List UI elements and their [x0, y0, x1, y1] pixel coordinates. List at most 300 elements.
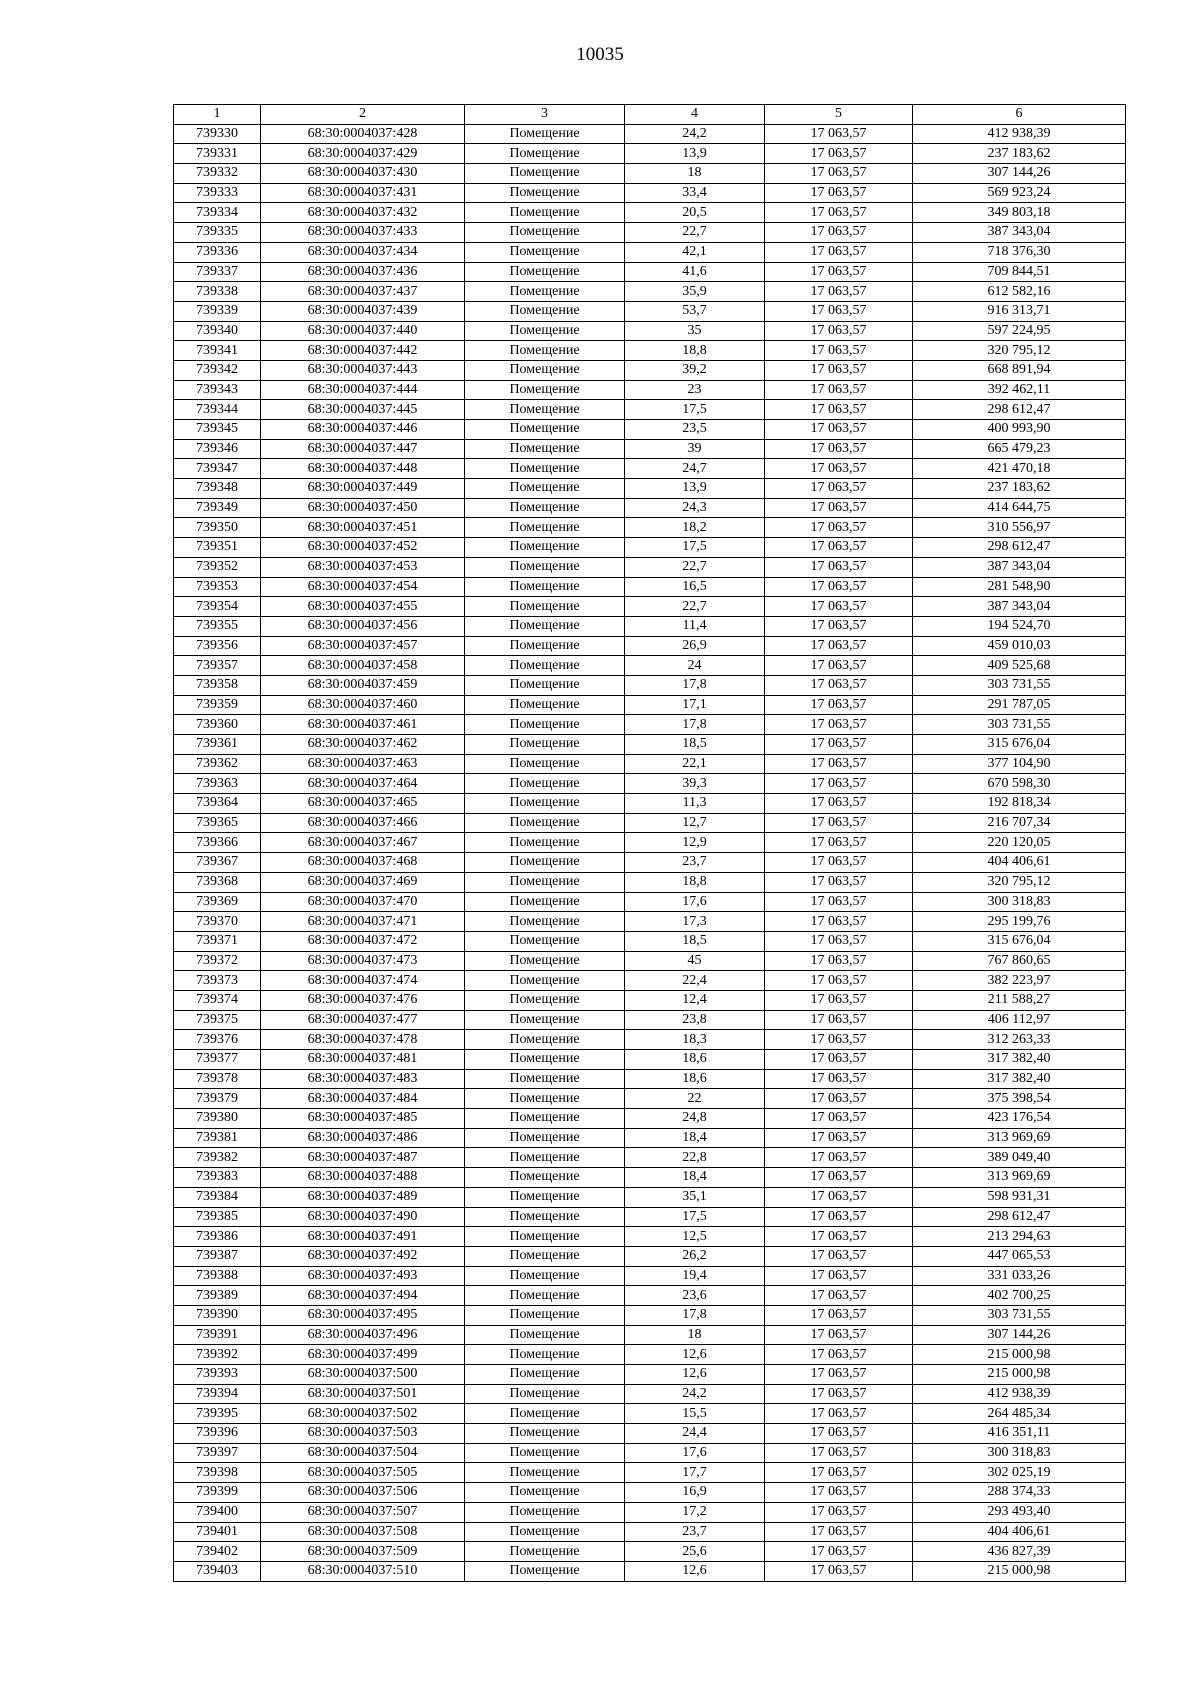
specific-value-cell: 17 063,57	[765, 321, 913, 341]
object-type-cell: Помещение	[465, 931, 625, 951]
specific-value-cell: 17 063,57	[765, 1128, 913, 1148]
row-number-cell: 739334	[174, 203, 261, 223]
area-cell: 15,5	[625, 1404, 765, 1424]
table-row	[174, 1246, 1126, 1266]
table-row	[174, 813, 1126, 833]
object-type-cell: Помещение	[465, 1109, 625, 1129]
cadastral-value-cell: 421 470,18	[913, 459, 1126, 479]
cadastral-value-cell: 392 462,11	[913, 380, 1126, 400]
area-cell: 17,7	[625, 1463, 765, 1483]
cadastral-value-cell: 315 676,04	[913, 735, 1126, 755]
specific-value-cell: 17 063,57	[765, 1069, 913, 1089]
cadastral-number-cell: 68:30:0004037:452	[261, 538, 465, 558]
table-row	[174, 597, 1126, 617]
object-type-cell: Помещение	[465, 164, 625, 184]
row-number-cell: 739349	[174, 498, 261, 518]
object-type-cell: Помещение	[465, 853, 625, 873]
cadastral-number-cell: 68:30:0004037:464	[261, 774, 465, 794]
table-row	[174, 695, 1126, 715]
object-type-cell: Помещение	[465, 124, 625, 144]
row-number-cell: 739392	[174, 1345, 261, 1365]
cadastral-value-cell: 447 065,53	[913, 1246, 1126, 1266]
table-row	[174, 1542, 1126, 1562]
row-number-cell: 739380	[174, 1109, 261, 1129]
specific-value-cell: 17 063,57	[765, 1227, 913, 1247]
specific-value-cell: 17 063,57	[765, 1443, 913, 1463]
row-number-cell: 739344	[174, 400, 261, 420]
specific-value-cell: 17 063,57	[765, 912, 913, 932]
table-row	[174, 282, 1126, 302]
object-type-cell: Помещение	[465, 1030, 625, 1050]
row-number-cell: 739362	[174, 754, 261, 774]
row-number-cell: 739345	[174, 420, 261, 440]
table-row	[174, 735, 1126, 755]
cadastral-value-cell: 303 731,55	[913, 1305, 1126, 1325]
cadastral-value-cell: 302 025,19	[913, 1463, 1126, 1483]
cadastral-value-cell: 400 993,90	[913, 420, 1126, 440]
row-number-cell: 739379	[174, 1089, 261, 1109]
specific-value-cell: 17 063,57	[765, 735, 913, 755]
cadastral-value-cell: 315 676,04	[913, 931, 1126, 951]
specific-value-cell: 17 063,57	[765, 1207, 913, 1227]
row-number-cell: 739341	[174, 341, 261, 361]
cadastral-number-cell: 68:30:0004037:493	[261, 1266, 465, 1286]
cadastral-number-cell: 68:30:0004037:472	[261, 931, 465, 951]
cadastral-value-cell: 303 731,55	[913, 675, 1126, 695]
specific-value-cell: 17 063,57	[765, 203, 913, 223]
specific-value-cell: 17 063,57	[765, 1502, 913, 1522]
cadastral-number-cell: 68:30:0004037:496	[261, 1325, 465, 1345]
table-row	[174, 833, 1126, 853]
cadastral-value-cell: 402 700,25	[913, 1286, 1126, 1306]
specific-value-cell: 17 063,57	[765, 1463, 913, 1483]
table-row	[174, 124, 1126, 144]
row-number-cell: 739398	[174, 1463, 261, 1483]
row-number-cell: 739347	[174, 459, 261, 479]
object-type-cell: Помещение	[465, 577, 625, 597]
specific-value-cell: 17 063,57	[765, 459, 913, 479]
specific-value-cell: 17 063,57	[765, 282, 913, 302]
table-row	[174, 1443, 1126, 1463]
specific-value-cell: 17 063,57	[765, 1345, 913, 1365]
row-number-cell: 739337	[174, 262, 261, 282]
specific-value-cell: 17 063,57	[765, 164, 913, 184]
specific-value-cell: 17 063,57	[765, 577, 913, 597]
cadastral-number-cell: 68:30:0004037:428	[261, 124, 465, 144]
area-cell: 18,5	[625, 931, 765, 951]
table-row	[174, 754, 1126, 774]
specific-value-cell: 17 063,57	[765, 774, 913, 794]
table-row	[174, 715, 1126, 735]
table-row	[174, 301, 1126, 321]
cadastral-value-cell: 598 931,31	[913, 1187, 1126, 1207]
table-row	[174, 203, 1126, 223]
row-number-cell: 739394	[174, 1384, 261, 1404]
object-type-cell: Помещение	[465, 459, 625, 479]
table-row	[174, 1286, 1126, 1306]
area-cell: 17,8	[625, 1305, 765, 1325]
object-type-cell: Помещение	[465, 675, 625, 695]
cadastral-number-cell: 68:30:0004037:500	[261, 1365, 465, 1385]
specific-value-cell: 17 063,57	[765, 675, 913, 695]
cadastral-value-cell: 220 120,05	[913, 833, 1126, 853]
area-cell: 11,4	[625, 616, 765, 636]
area-cell: 17,5	[625, 1207, 765, 1227]
object-type-cell: Помещение	[465, 360, 625, 380]
area-cell: 24,3	[625, 498, 765, 518]
row-number-cell: 739397	[174, 1443, 261, 1463]
table-row	[174, 1404, 1126, 1424]
cadastral-number-cell: 68:30:0004037:477	[261, 1010, 465, 1030]
row-number-cell: 739384	[174, 1187, 261, 1207]
specific-value-cell: 17 063,57	[765, 223, 913, 243]
object-type-cell: Помещение	[465, 498, 625, 518]
area-cell: 22,8	[625, 1148, 765, 1168]
cadastral-number-cell: 68:30:0004037:474	[261, 971, 465, 991]
area-cell: 18,8	[625, 872, 765, 892]
cadastral-number-cell: 68:30:0004037:437	[261, 282, 465, 302]
cadastral-number-cell: 68:30:0004037:450	[261, 498, 465, 518]
table-row	[174, 1424, 1126, 1444]
area-cell: 53,7	[625, 301, 765, 321]
table-body	[174, 124, 1126, 1581]
cadastral-number-cell: 68:30:0004037:484	[261, 1089, 465, 1109]
specific-value-cell: 17 063,57	[765, 1522, 913, 1542]
specific-value-cell: 17 063,57	[765, 616, 913, 636]
object-type-cell: Помещение	[465, 479, 625, 499]
area-cell: 35,9	[625, 282, 765, 302]
area-cell: 17,3	[625, 912, 765, 932]
cadastral-value-cell: 307 144,26	[913, 1325, 1126, 1345]
object-type-cell: Помещение	[465, 616, 625, 636]
object-type-cell: Помещение	[465, 597, 625, 617]
cadastral-number-cell: 68:30:0004037:510	[261, 1561, 465, 1581]
area-cell: 18	[625, 164, 765, 184]
cadastral-value-cell: 612 582,16	[913, 282, 1126, 302]
table-row	[174, 1109, 1126, 1129]
table-row	[174, 1148, 1126, 1168]
object-type-cell: Помещение	[465, 1187, 625, 1207]
cadastral-value-cell: 264 485,34	[913, 1404, 1126, 1424]
row-number-cell: 739360	[174, 715, 261, 735]
row-number-cell: 739389	[174, 1286, 261, 1306]
specific-value-cell: 17 063,57	[765, 754, 913, 774]
cadastral-number-cell: 68:30:0004037:466	[261, 813, 465, 833]
object-type-cell: Помещение	[465, 301, 625, 321]
cadastral-number-cell: 68:30:0004037:461	[261, 715, 465, 735]
row-number-cell: 739391	[174, 1325, 261, 1345]
table-row	[174, 636, 1126, 656]
table-row	[174, 1069, 1126, 1089]
table-row	[174, 1128, 1126, 1148]
row-number-cell: 739363	[174, 774, 261, 794]
cadastral-number-cell: 68:30:0004037:457	[261, 636, 465, 656]
table-row	[174, 223, 1126, 243]
cadastral-value-cell: 313 969,69	[913, 1128, 1126, 1148]
table-row	[174, 479, 1126, 499]
column-header-6: 6	[913, 105, 1126, 125]
table-row	[174, 1089, 1126, 1109]
cadastral-number-cell: 68:30:0004037:443	[261, 360, 465, 380]
specific-value-cell: 17 063,57	[765, 1542, 913, 1562]
object-type-cell: Помещение	[465, 656, 625, 676]
object-type-cell: Помещение	[465, 538, 625, 558]
table-row	[174, 1561, 1126, 1581]
cadastral-number-cell: 68:30:0004037:445	[261, 400, 465, 420]
object-type-cell: Помещение	[465, 1050, 625, 1070]
object-type-cell: Помещение	[465, 872, 625, 892]
row-number-cell: 739359	[174, 695, 261, 715]
cadastral-number-cell: 68:30:0004037:462	[261, 735, 465, 755]
cadastral-number-cell: 68:30:0004037:507	[261, 1502, 465, 1522]
row-number-cell: 739364	[174, 794, 261, 814]
row-number-cell: 739385	[174, 1207, 261, 1227]
area-cell: 12,6	[625, 1561, 765, 1581]
cadastral-value-cell: 668 891,94	[913, 360, 1126, 380]
specific-value-cell: 17 063,57	[765, 1286, 913, 1306]
object-type-cell: Помещение	[465, 833, 625, 853]
row-number-cell: 739339	[174, 301, 261, 321]
area-cell: 39	[625, 439, 765, 459]
area-cell: 22,4	[625, 971, 765, 991]
specific-value-cell: 17 063,57	[765, 1187, 913, 1207]
object-type-cell: Помещение	[465, 380, 625, 400]
cadastral-number-cell: 68:30:0004037:491	[261, 1227, 465, 1247]
cadastral-number-cell: 68:30:0004037:463	[261, 754, 465, 774]
cadastral-number-cell: 68:30:0004037:469	[261, 872, 465, 892]
cadastral-number-cell: 68:30:0004037:460	[261, 695, 465, 715]
cadastral-value-cell: 597 224,95	[913, 321, 1126, 341]
specific-value-cell: 17 063,57	[765, 420, 913, 440]
table-row	[174, 1207, 1126, 1227]
area-cell: 22,7	[625, 557, 765, 577]
cadastral-value-cell: 211 588,27	[913, 990, 1126, 1010]
cadastral-value-cell: 310 556,97	[913, 518, 1126, 538]
area-cell: 45	[625, 951, 765, 971]
row-number-cell: 739381	[174, 1128, 261, 1148]
object-type-cell: Помещение	[465, 518, 625, 538]
specific-value-cell: 17 063,57	[765, 1424, 913, 1444]
cadastral-value-cell: 331 033,26	[913, 1266, 1126, 1286]
specific-value-cell: 17 063,57	[765, 479, 913, 499]
table-row	[174, 1502, 1126, 1522]
area-cell: 17,8	[625, 715, 765, 735]
area-cell: 22,1	[625, 754, 765, 774]
cadastral-value-cell: 194 524,70	[913, 616, 1126, 636]
specific-value-cell: 17 063,57	[765, 695, 913, 715]
area-cell: 22	[625, 1089, 765, 1109]
cadastral-value-cell: 213 294,63	[913, 1227, 1126, 1247]
row-number-cell: 739348	[174, 479, 261, 499]
table-row	[174, 400, 1126, 420]
cadastral-number-cell: 68:30:0004037:447	[261, 439, 465, 459]
area-cell: 16,9	[625, 1483, 765, 1503]
cadastral-number-cell: 68:30:0004037:476	[261, 990, 465, 1010]
cadastral-value-cell: 192 818,34	[913, 794, 1126, 814]
cadastral-number-cell: 68:30:0004037:446	[261, 420, 465, 440]
cadastral-number-cell: 68:30:0004037:454	[261, 577, 465, 597]
cadastral-value-cell: 317 382,40	[913, 1069, 1126, 1089]
object-type-cell: Помещение	[465, 715, 625, 735]
area-cell: 41,6	[625, 262, 765, 282]
area-cell: 33,4	[625, 183, 765, 203]
cadastral-number-cell: 68:30:0004037:502	[261, 1404, 465, 1424]
object-type-cell: Помещение	[465, 1207, 625, 1227]
row-number-cell: 739403	[174, 1561, 261, 1581]
area-cell: 24,8	[625, 1109, 765, 1129]
cadastral-value-cell: 423 176,54	[913, 1109, 1126, 1129]
header-row	[174, 105, 1126, 125]
cadastral-value-cell: 312 263,33	[913, 1030, 1126, 1050]
table-row	[174, 1325, 1126, 1345]
specific-value-cell: 17 063,57	[765, 242, 913, 262]
row-number-cell: 739338	[174, 282, 261, 302]
cadastral-number-cell: 68:30:0004037:434	[261, 242, 465, 262]
cadastral-value-cell: 237 183,62	[913, 144, 1126, 164]
specific-value-cell: 17 063,57	[765, 794, 913, 814]
row-number-cell: 739368	[174, 872, 261, 892]
row-number-cell: 739395	[174, 1404, 261, 1424]
row-number-cell: 739365	[174, 813, 261, 833]
area-cell: 23,7	[625, 1522, 765, 1542]
column-header-4: 4	[625, 105, 765, 125]
cadastral-value-cell: 569 923,24	[913, 183, 1126, 203]
row-number-cell: 739343	[174, 380, 261, 400]
area-cell: 39,2	[625, 360, 765, 380]
row-number-cell: 739370	[174, 912, 261, 932]
area-cell: 19,4	[625, 1266, 765, 1286]
object-type-cell: Помещение	[465, 735, 625, 755]
table-row	[174, 518, 1126, 538]
object-type-cell: Помещение	[465, 1089, 625, 1109]
area-cell: 16,5	[625, 577, 765, 597]
object-type-cell: Помещение	[465, 1365, 625, 1385]
row-number-cell: 739401	[174, 1522, 261, 1542]
cadastral-number-cell: 68:30:0004037:440	[261, 321, 465, 341]
row-number-cell: 739387	[174, 1246, 261, 1266]
table-row	[174, 183, 1126, 203]
column-header-5: 5	[765, 105, 913, 125]
cadastral-number-cell: 68:30:0004037:451	[261, 518, 465, 538]
cadastral-value-cell: 320 795,12	[913, 872, 1126, 892]
cadastral-value-cell: 300 318,83	[913, 1443, 1126, 1463]
cadastral-value-cell: 349 803,18	[913, 203, 1126, 223]
table-row	[174, 577, 1126, 597]
cadastral-number-cell: 68:30:0004037:503	[261, 1424, 465, 1444]
cadastral-value-cell: 281 548,90	[913, 577, 1126, 597]
row-number-cell: 739358	[174, 675, 261, 695]
object-type-cell: Помещение	[465, 1443, 625, 1463]
area-cell: 22,7	[625, 223, 765, 243]
object-type-cell: Помещение	[465, 1010, 625, 1030]
cadastral-value-cell: 298 612,47	[913, 538, 1126, 558]
object-type-cell: Помещение	[465, 439, 625, 459]
cadastral-value-cell: 320 795,12	[913, 341, 1126, 361]
object-type-cell: Помещение	[465, 1168, 625, 1188]
object-type-cell: Помещение	[465, 1542, 625, 1562]
object-type-cell: Помещение	[465, 1404, 625, 1424]
specific-value-cell: 17 063,57	[765, 380, 913, 400]
area-cell: 24,2	[625, 124, 765, 144]
area-cell: 11,3	[625, 794, 765, 814]
row-number-cell: 739355	[174, 616, 261, 636]
row-number-cell: 739390	[174, 1305, 261, 1325]
cadastral-number-cell: 68:30:0004037:495	[261, 1305, 465, 1325]
column-header-2: 2	[261, 105, 465, 125]
table-row	[174, 242, 1126, 262]
area-cell: 18,6	[625, 1069, 765, 1089]
table-row	[174, 1168, 1126, 1188]
table-row	[174, 1305, 1126, 1325]
area-cell: 18,2	[625, 518, 765, 538]
cadastral-value-cell: 237 183,62	[913, 479, 1126, 499]
specific-value-cell: 17 063,57	[765, 1483, 913, 1503]
specific-value-cell: 17 063,57	[765, 1305, 913, 1325]
area-cell: 17,6	[625, 892, 765, 912]
object-type-cell: Помещение	[465, 912, 625, 932]
cadastral-number-cell: 68:30:0004037:432	[261, 203, 465, 223]
area-cell: 17,2	[625, 1502, 765, 1522]
cadastral-value-cell: 404 406,61	[913, 1522, 1126, 1542]
cadastral-value-cell: 291 787,05	[913, 695, 1126, 715]
row-number-cell: 739357	[174, 656, 261, 676]
row-number-cell: 739396	[174, 1424, 261, 1444]
row-number-cell: 739383	[174, 1168, 261, 1188]
table-row	[174, 1483, 1126, 1503]
area-cell: 23,6	[625, 1286, 765, 1306]
area-cell: 18,6	[625, 1050, 765, 1070]
row-number-cell: 739386	[174, 1227, 261, 1247]
cadastral-value-cell: 288 374,33	[913, 1483, 1126, 1503]
cadastral-value-cell: 313 969,69	[913, 1168, 1126, 1188]
specific-value-cell: 17 063,57	[765, 439, 913, 459]
cadastral-value-cell: 215 000,98	[913, 1345, 1126, 1365]
object-type-cell: Помещение	[465, 1246, 625, 1266]
specific-value-cell: 17 063,57	[765, 1384, 913, 1404]
cadastral-value-cell: 216 707,34	[913, 813, 1126, 833]
object-type-cell: Помещение	[465, 1325, 625, 1345]
cadastral-number-cell: 68:30:0004037:468	[261, 853, 465, 873]
table-row	[174, 1010, 1126, 1030]
specific-value-cell: 17 063,57	[765, 656, 913, 676]
specific-value-cell: 17 063,57	[765, 1266, 913, 1286]
object-type-cell: Помещение	[465, 990, 625, 1010]
table-row	[174, 931, 1126, 951]
area-cell: 18,4	[625, 1128, 765, 1148]
cadastral-number-cell: 68:30:0004037:489	[261, 1187, 465, 1207]
row-number-cell: 739342	[174, 360, 261, 380]
area-cell: 17,5	[625, 400, 765, 420]
cadastral-number-cell: 68:30:0004037:455	[261, 597, 465, 617]
object-type-cell: Помещение	[465, 794, 625, 814]
row-number-cell: 739332	[174, 164, 261, 184]
area-cell: 23,8	[625, 1010, 765, 1030]
table-row	[174, 380, 1126, 400]
area-cell: 18,3	[625, 1030, 765, 1050]
object-type-cell: Помещение	[465, 203, 625, 223]
cadastral-value-cell: 295 199,76	[913, 912, 1126, 932]
specific-value-cell: 17 063,57	[765, 833, 913, 853]
specific-value-cell: 17 063,57	[765, 1010, 913, 1030]
table-row	[174, 538, 1126, 558]
cadastral-number-cell: 68:30:0004037:442	[261, 341, 465, 361]
table-row	[174, 912, 1126, 932]
cadastral-value-cell: 298 612,47	[913, 400, 1126, 420]
cadastral-value-cell: 406 112,97	[913, 1010, 1126, 1030]
column-header-3: 3	[465, 105, 625, 125]
area-cell: 12,5	[625, 1227, 765, 1247]
area-cell: 12,4	[625, 990, 765, 1010]
